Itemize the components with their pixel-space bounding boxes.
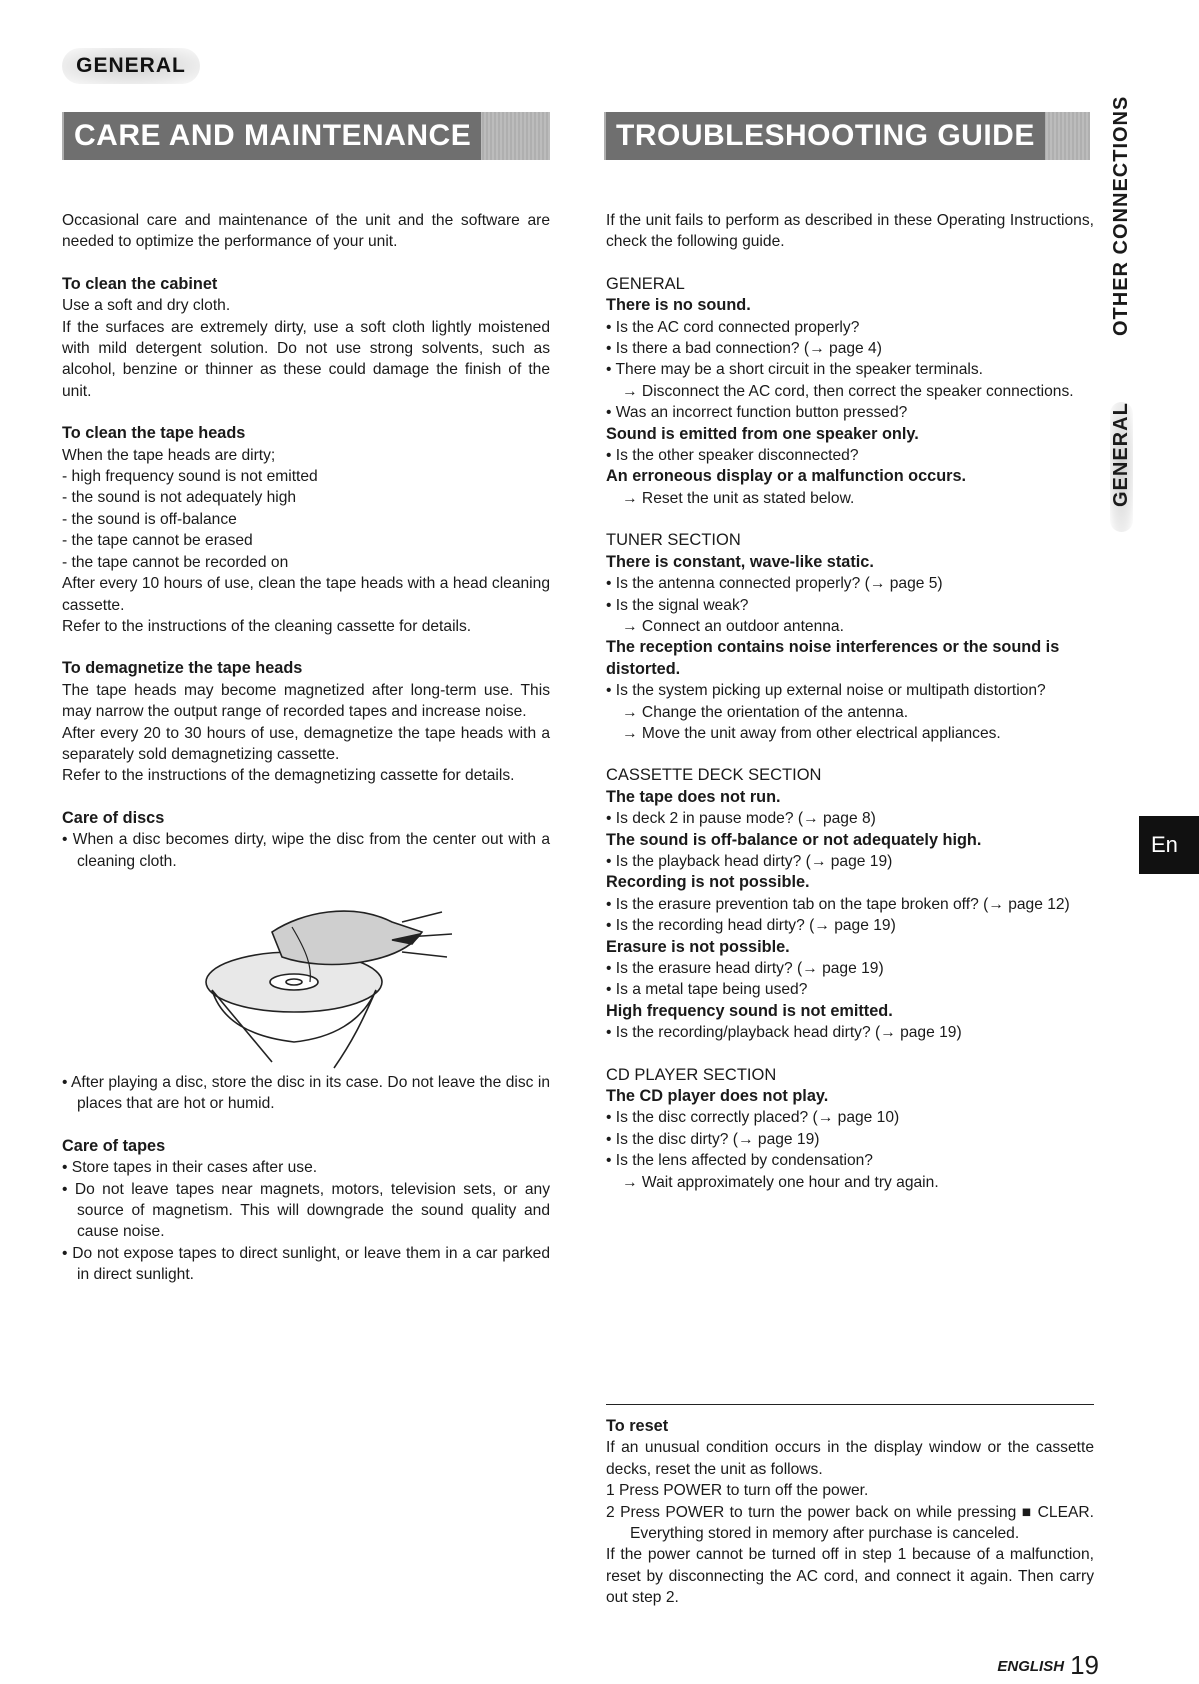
demagnetize-text: Refer to the instructions of the demagnetizing cassette for details.	[62, 767, 515, 785]
demagnetize-text: The tape heads may become magnetized after long-term use. This may narrow the output range of recorded tapes and increase noise.	[62, 681, 550, 721]
symptom-heading: The tape does not run.	[606, 787, 781, 806]
symptom-heading: The reception contains noise interferences or the sound is distorted.	[606, 638, 1060, 678]
symptom-heading: There is no sound.	[606, 296, 751, 315]
tape-heads-text: After every 10 hours of use, clean the tape heads with a head cleaning cassette.	[62, 575, 550, 614]
discs-bullet: • When a disc becomes dirty, wipe the disc from the center out with a cleaning cloth.	[62, 831, 550, 870]
cabinet-heading: To clean the cabinet	[62, 274, 218, 293]
remedy-item: → Disconnect the AC cord, then correct the speaker connections.	[622, 382, 1074, 400]
cassette-section-items	[606, 787, 1094, 1044]
check-item: • Is the disc dirty? (→ page 19)	[606, 1130, 820, 1148]
page-number: 19	[1070, 1650, 1099, 1680]
tuner-section-items	[606, 552, 1094, 745]
check-item: • Is the signal weak?	[606, 596, 749, 614]
footer-language: ENGLISH	[997, 1658, 1065, 1675]
symptom-heading: High frequency sound is not emitted.	[606, 1001, 893, 1020]
reset-block	[606, 1416, 1094, 1609]
tape-heads-text: - the sound is off-balance	[62, 510, 237, 528]
check-item: • There may be a short circuit in the speaker terminals.	[606, 361, 983, 379]
cassette-section-title: CASSETTE DECK SECTION	[606, 766, 822, 785]
remedy-item: → Change the orientation of the antenna.	[622, 703, 909, 721]
tape-heads-text: - high frequency sound is not emitted	[62, 468, 318, 486]
cd-section-items	[606, 1086, 1094, 1193]
check-item: • Is the system picking up external noise or multipath distortion?	[606, 682, 1046, 700]
troubleshooting-banner-title: TROUBLESHOOTING GUIDE	[606, 112, 1045, 160]
care-banner-title: CARE AND MAINTENANCE	[64, 112, 481, 160]
discs-bullet: • After playing a disc, store the disc in its case. Do not leave the disc in places that are hot or humid.	[62, 1073, 550, 1113]
symptom-heading: Recording is not possible.	[606, 873, 810, 892]
check-item: • Is the erasure head dirty? (→ page 19)	[606, 960, 884, 977]
reset-step: 2 Press POWER to turn the power back on while pressing ■ CLEAR. Everything stored in memory after purchase is canceled.	[606, 1503, 1094, 1543]
tape-heads-text: - the tape cannot be recorded on	[62, 553, 289, 571]
symptom-heading: The CD player does not play.	[606, 1087, 829, 1106]
check-item: • Is the recording/playback head dirty? (→ page 19)	[606, 1024, 962, 1042]
cabinet-text: If the surfaces are extremely dirty, use a soft cloth lightly moistened with mild detergent solution. Do not use strong solvents, such as alcohol, benzine or thinner as these could damage the finish of the unit.	[62, 318, 550, 400]
care-intro: Occasional care and maintenance of the unit and the software are needed to optimize the performance of your unit.	[62, 212, 550, 251]
troubleshooting-banner	[604, 112, 1090, 160]
other-connections-side-label: OTHER CONNECTIONS	[1110, 96, 1132, 337]
remedy-item: → Connect an outdoor antenna.	[622, 617, 844, 635]
check-item: • Was an incorrect function button pressed?	[606, 404, 908, 422]
check-item: • Is the AC cord connected properly?	[606, 318, 860, 336]
care-column	[62, 210, 550, 1286]
care-banner	[62, 112, 550, 160]
demagnetize-heading: To demagnetize the tape heads	[62, 659, 303, 678]
troubleshooting-column	[606, 210, 1094, 1193]
tuner-section-title: TUNER SECTION	[606, 531, 741, 550]
check-item: • Is the playback head dirty? (→ page 19)	[606, 852, 893, 870]
check-item: • Is a metal tape being used?	[606, 981, 808, 999]
reset-outro: If the power cannot be turned off in step 1 because of a malfunction, reset by disconnecting the AC cord, and connect it again. Then carry out step 2.	[606, 1546, 1094, 1607]
check-item: • Is the lens affected by condensation?	[606, 1152, 873, 1170]
symptom-heading: An erroneous display or a malfunction occurs.	[606, 467, 967, 486]
disc-wipe-icon	[62, 872, 550, 1072]
remedy-item: → Move the unit away from other electrical appliances.	[622, 724, 1001, 742]
check-item: • Is the antenna connected properly? (→ page 5)	[606, 575, 943, 593]
tapes-bullet: • Do not expose tapes to direct sunlight, or leave them in a car parked in direct sunlight.	[62, 1244, 550, 1284]
reset-divider	[606, 1404, 1094, 1405]
tape-heads-heading: To clean the tape heads	[62, 424, 246, 443]
tape-heads-text: When the tape heads are dirty;	[62, 446, 276, 464]
check-item: • Is deck 2 in pause mode? (→ page 8)	[606, 810, 876, 828]
cabinet-text: Use a soft and dry cloth.	[62, 297, 231, 315]
general-section-title: GENERAL	[606, 274, 685, 293]
tape-heads-text: - the sound is not adequately high	[62, 489, 297, 507]
reset-intro: If an unusual condition occurs in the display window or the cassette decks, reset the unit as follows.	[606, 1439, 1094, 1478]
check-item: • Is the other speaker disconnected?	[606, 447, 859, 465]
reset-step: 1 Press POWER to turn off the power.	[606, 1482, 869, 1500]
tapes-bullet: • Store tapes in their cases after use.	[62, 1159, 318, 1177]
tapes-heading: Care of tapes	[62, 1136, 166, 1155]
check-item: • Is there a bad connection? (→ page 4)	[606, 340, 882, 358]
symptom-heading: Erasure is not possible.	[606, 937, 790, 956]
symptom-heading: The sound is off-balance or not adequately high.	[606, 830, 982, 849]
check-item: • Is the disc correctly placed? (→ page 10)	[606, 1109, 900, 1127]
tapes-bullet: • Do not leave tapes near magnets, motors, television sets, or any source of magnetism. This will downgrade the sound quality and cause noise.	[62, 1180, 550, 1241]
tape-heads-text: - the tape cannot be erased	[62, 532, 253, 550]
discs-heading: Care of discs	[62, 808, 165, 827]
troubleshooting-intro: If the unit fails to perform as described in these Operating Instructions, check the following guide.	[606, 212, 1094, 251]
general-section-items	[606, 295, 1094, 509]
reset-heading: To reset	[606, 1417, 669, 1435]
general-side-label: GENERAL	[1110, 402, 1133, 532]
page-footer	[997, 1650, 1099, 1681]
demagnetize-text: After every 20 to 30 hours of use, demagnetize the tape heads with a separately sold demagnetizing cassette.	[62, 724, 550, 763]
language-tab: En	[1139, 816, 1199, 874]
tape-heads-text: Refer to the instructions of the cleaning cassette for details.	[62, 617, 472, 635]
disc-cleaning-illustration	[62, 872, 550, 1072]
symptom-heading: Sound is emitted from one speaker only.	[606, 424, 919, 443]
remedy-item: → Reset the unit as stated below.	[622, 489, 855, 507]
symptom-heading: There is constant, wave-like static.	[606, 552, 874, 571]
remedy-item: → Wait approximately one hour and try again.	[622, 1173, 939, 1191]
cd-section-title: CD PLAYER SECTION	[606, 1065, 777, 1084]
section-tag: GENERAL	[62, 48, 200, 84]
check-item: • Is the recording head dirty? (→ page 19)	[606, 917, 896, 935]
check-item: • Is the erasure prevention tab on the tape broken off? (→ page 12)	[606, 895, 1070, 913]
